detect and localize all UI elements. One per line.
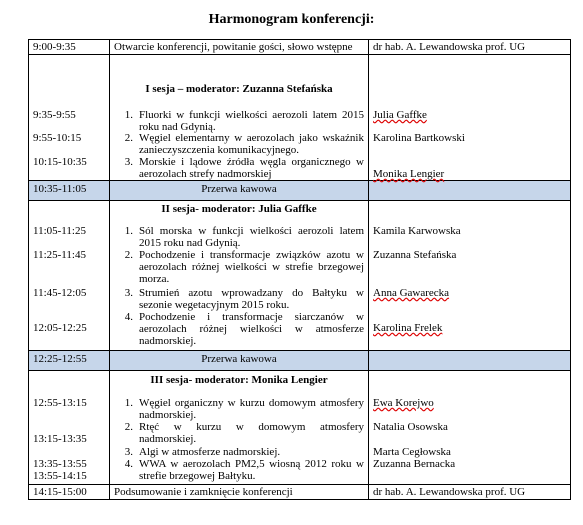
list-item: 3. Strumień azotu wprowadzany do Bałtyku w sezonie wegetacyjnym 2015 roku. <box>124 287 364 311</box>
time-label: 10:15-10:35 <box>33 156 87 168</box>
schedule-table <box>28 39 571 500</box>
speaker-name: Marta Cegłowska <box>373 446 451 458</box>
session-header: II sesja- moderator: Julia Gaffke <box>161 203 317 215</box>
session-content-cell <box>110 201 369 351</box>
table-row <box>29 40 571 55</box>
speaker-name: Monika Lengier <box>373 168 445 180</box>
session-content-cell <box>110 371 369 485</box>
session-row <box>29 371 571 485</box>
time-label: 9:35-9:55 <box>33 109 76 121</box>
event-cell: Podsumowanie i zamknięcie konferencji <box>110 485 369 500</box>
speaker-cell <box>369 371 571 485</box>
list-item: 2. Rtęć w kurzu w domowym atmosfery nadmorskiej. <box>124 421 364 445</box>
session-header: I sesja – moderator: Zuzanna Stefańska <box>145 83 333 95</box>
list-item: 3. Morskie i lądowe źródła węgla organicznego w aerozolach strefy nadmorskiej <box>124 156 364 180</box>
time-label: 12:55-13:15 <box>33 397 87 409</box>
list-item: 4. WWA w aerozolach PM2,5 wiosną 2012 roku w strefie brzegowej Bałtyku. <box>124 458 364 482</box>
time-label: 9:55-10:15 <box>33 132 82 144</box>
speaker-name: Karolina Frelek <box>373 322 443 334</box>
list-item: 1. Sól morska w funkcji wielkości aerozoli latem 2015 roku nad Gdynią. <box>124 225 364 249</box>
break-label: Przerwa kawowa <box>110 351 369 371</box>
time-label: 11:25-11:45 <box>33 249 86 261</box>
speaker-cell <box>369 201 571 351</box>
table-row <box>29 485 571 500</box>
time-label: 13:35-13:55 <box>33 458 87 470</box>
time-cell: 14:15-15:00 <box>29 485 110 500</box>
event-cell: Otwarcie konferencji, powitanie gości, słowo wstępne <box>110 40 369 55</box>
empty-cell <box>369 181 571 201</box>
empty-cell <box>369 351 571 371</box>
speaker-name: Ewa Korejwo <box>373 397 434 409</box>
time-label: 11:45-12:05 <box>33 287 87 299</box>
time-cell <box>29 371 110 485</box>
time-label: 13:15-13:35 <box>33 433 87 445</box>
break-row <box>29 181 571 201</box>
session-header: III sesja- moderator: Monika Lengier <box>150 374 328 386</box>
time-cell <box>29 201 110 351</box>
speaker-cell <box>369 55 571 181</box>
speaker-name: Zuzanna Stefańska <box>373 249 457 261</box>
speaker-name: Natalia Osowska <box>373 421 448 433</box>
person-cell: dr hab. A. Lewandowska prof. UG <box>369 40 571 55</box>
list-item: 3. Algi w atmosferze nadmorskiej. <box>124 446 281 458</box>
speaker-name: Karolina Bartkowski <box>373 132 465 144</box>
speaker-name: Kamila Karwowska <box>373 225 461 237</box>
time-cell: 9:00-9:35 <box>29 40 110 55</box>
session-row <box>29 55 571 181</box>
speaker-name: Julia Gaffke <box>373 109 427 121</box>
time-label: 12:05-12:25 <box>33 322 87 334</box>
page-title: Harmonogram konferencji: <box>208 12 375 27</box>
list-item: 1. Węgiel organiczny w kurzu domowym atmosfery nadmorskiej. <box>124 397 364 421</box>
time-cell: 10:35-11:05 <box>29 181 110 201</box>
break-row <box>29 351 571 371</box>
speaker-name: Anna Gawarecka <box>373 287 450 299</box>
time-label: 13:55-14:15 <box>33 470 87 482</box>
list-item: 1. Fluorki w funkcji wielkości aerozoli latem 2015 roku nad Gdynią. <box>124 109 364 133</box>
time-cell: 12:25-12:55 <box>29 351 110 371</box>
time-cell <box>29 55 110 181</box>
session-row <box>29 201 571 351</box>
list-item: 2. Pochodzenie i transformacje związków azotu w aerozolach różnej wielkości w strefie brzegowej morza. <box>124 249 364 285</box>
list-item: 2. Węgiel elementarny w aerozolach jako wskaźnik zanieczyszczenia komunikacyjnego. <box>124 132 364 156</box>
list-item: 4. Pochodzenie i transformacje siarczanów w aerozolach różnej wielkości w atmosferze nadmorskiej. <box>124 311 364 347</box>
session-content-cell <box>110 55 369 181</box>
time-label: 11:05-11:25 <box>33 225 86 237</box>
person-cell: dr hab. A. Lewandowska prof. UG <box>369 485 571 500</box>
speaker-name: Zuzanna Bernacka <box>373 458 456 470</box>
break-label: Przerwa kawowa <box>110 181 369 201</box>
